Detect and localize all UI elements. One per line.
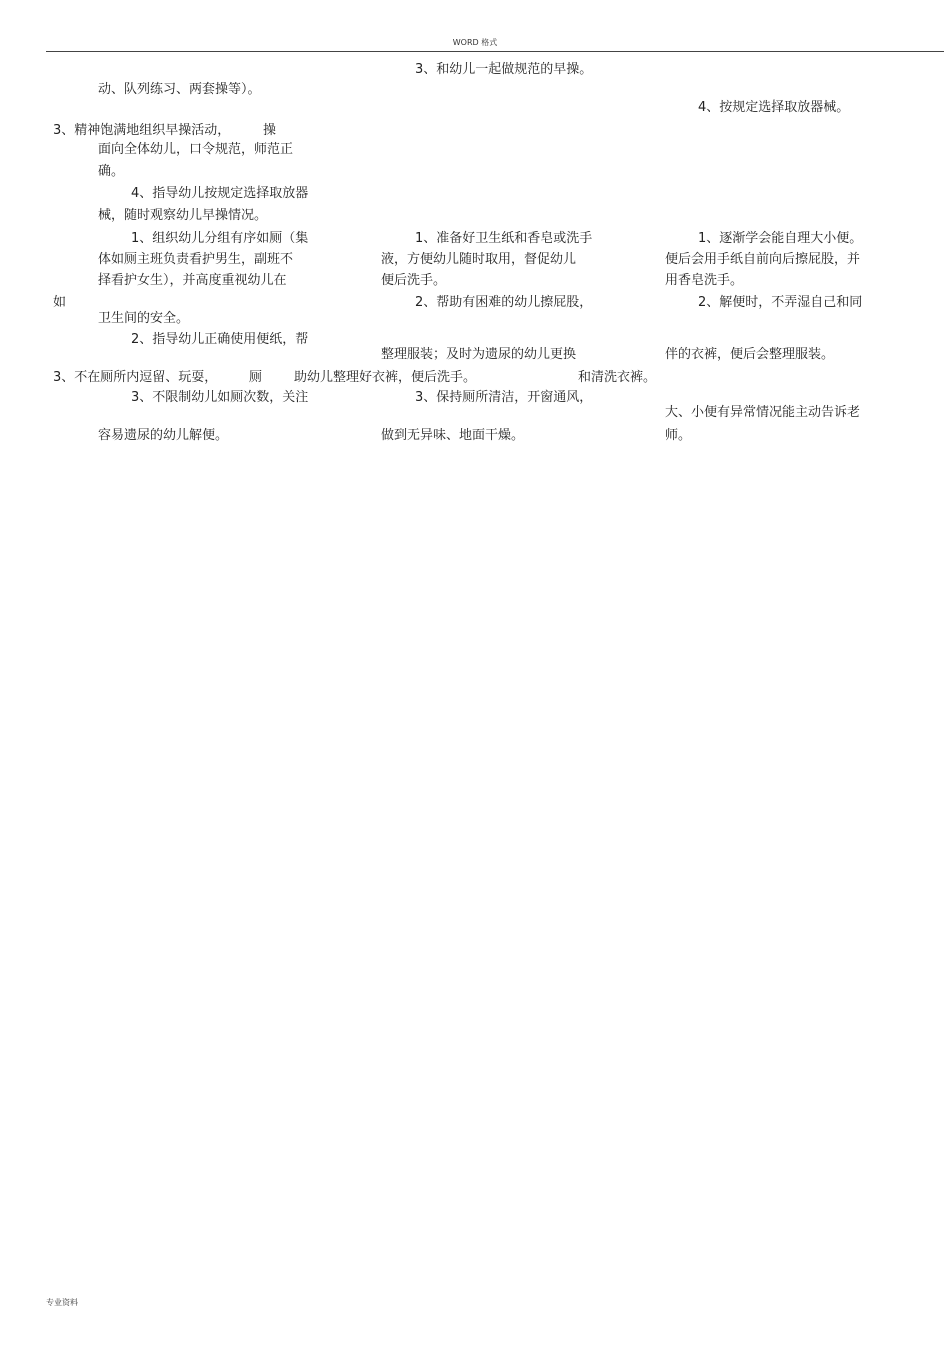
page-footer: 专业资料 [46,1298,78,1307]
morning-activity-item-4: 4、指导幼儿按规定选择取放器 [131,186,309,201]
toilet-activity-line: 助幼儿整理好衣裤，便后洗手。 [294,370,477,385]
toilet-activity-item-3: 3、不在厕所内逗留、玩耍， [53,370,218,385]
morning-category-char: 操 [263,123,277,138]
toilet-category-char: 如 [53,295,67,310]
toilet-activity-line: 择看护女生），并高度重视幼儿在 [98,273,287,288]
toilet-teacher-line: 液，方便幼儿随时取用，督促幼儿 [381,252,577,267]
toilet-teacher-line: 整理服装；及时为遗尿的幼儿更换 [381,347,577,362]
toilet-activity-item-3b: 3、不限制幼儿如厕次数，关注 [131,390,309,405]
toilet-teacher-line: 做到无异味、地面干燥。 [381,428,525,443]
toilet-teacher-item-2: 2、帮助有困难的幼儿擦屁股， [415,295,593,310]
toilet-child-line: 大、小便有异常情况能主动告诉老 [665,405,861,420]
toilet-teacher-item-3: 3、保持厕所清洁，开窗通风， [415,390,593,405]
toilet-teacher-line: 和清洗衣裤。 [578,370,657,385]
toilet-teacher-item-1: 1、准备好卫生纸和香皂或洗手 [415,231,593,246]
toilet-teacher-line: 便后洗手。 [381,273,447,288]
morning-activity-line: 动、队列练习、两套操等）。 [98,82,261,97]
toilet-activity-item-2: 2、指导幼儿正确使用便纸，帮 [131,332,309,347]
morning-child-item-4: 4、按规定选择取放器械。 [698,100,850,115]
toilet-activity-item-1: 1、组织幼儿分组有序如厕（集 [131,231,309,246]
toilet-child-item-1: 1、逐渐学会能自理大小便。 [698,231,863,246]
morning-activity-line: 确。 [98,164,125,179]
toilet-activity-line: 容易遗尿的幼儿解便。 [98,428,229,443]
toilet-child-line: 用香皂洗手。 [665,273,744,288]
toilet-child-item-2: 2、解便时，不弄湿自己和同 [698,295,863,310]
morning-activity-line: 面向全体幼儿，口令规范，师范正 [98,142,294,157]
toilet-child-line: 便后会用手纸自前向后擦屁股，并 [665,252,861,267]
toilet-child-line: 伴的衣裤，便后会整理服装。 [665,347,835,362]
toilet-category-char: 厕 [249,370,263,385]
toilet-activity-line: 体如厕主班负责看护男生，副班不 [98,252,294,267]
morning-activity-line: 械，随时观察幼儿早操情况。 [98,208,268,223]
page-header: WORD 格式 [452,38,498,47]
toilet-child-line: 师。 [665,428,692,443]
morning-activity-item-3: 3、精神饱满地组织早操活动， [53,123,231,138]
morning-teacher-item-3: 3、和幼儿一起做规范的早操。 [415,62,593,77]
header-rule [46,51,944,52]
toilet-activity-line: 卫生间的安全。 [98,311,190,326]
